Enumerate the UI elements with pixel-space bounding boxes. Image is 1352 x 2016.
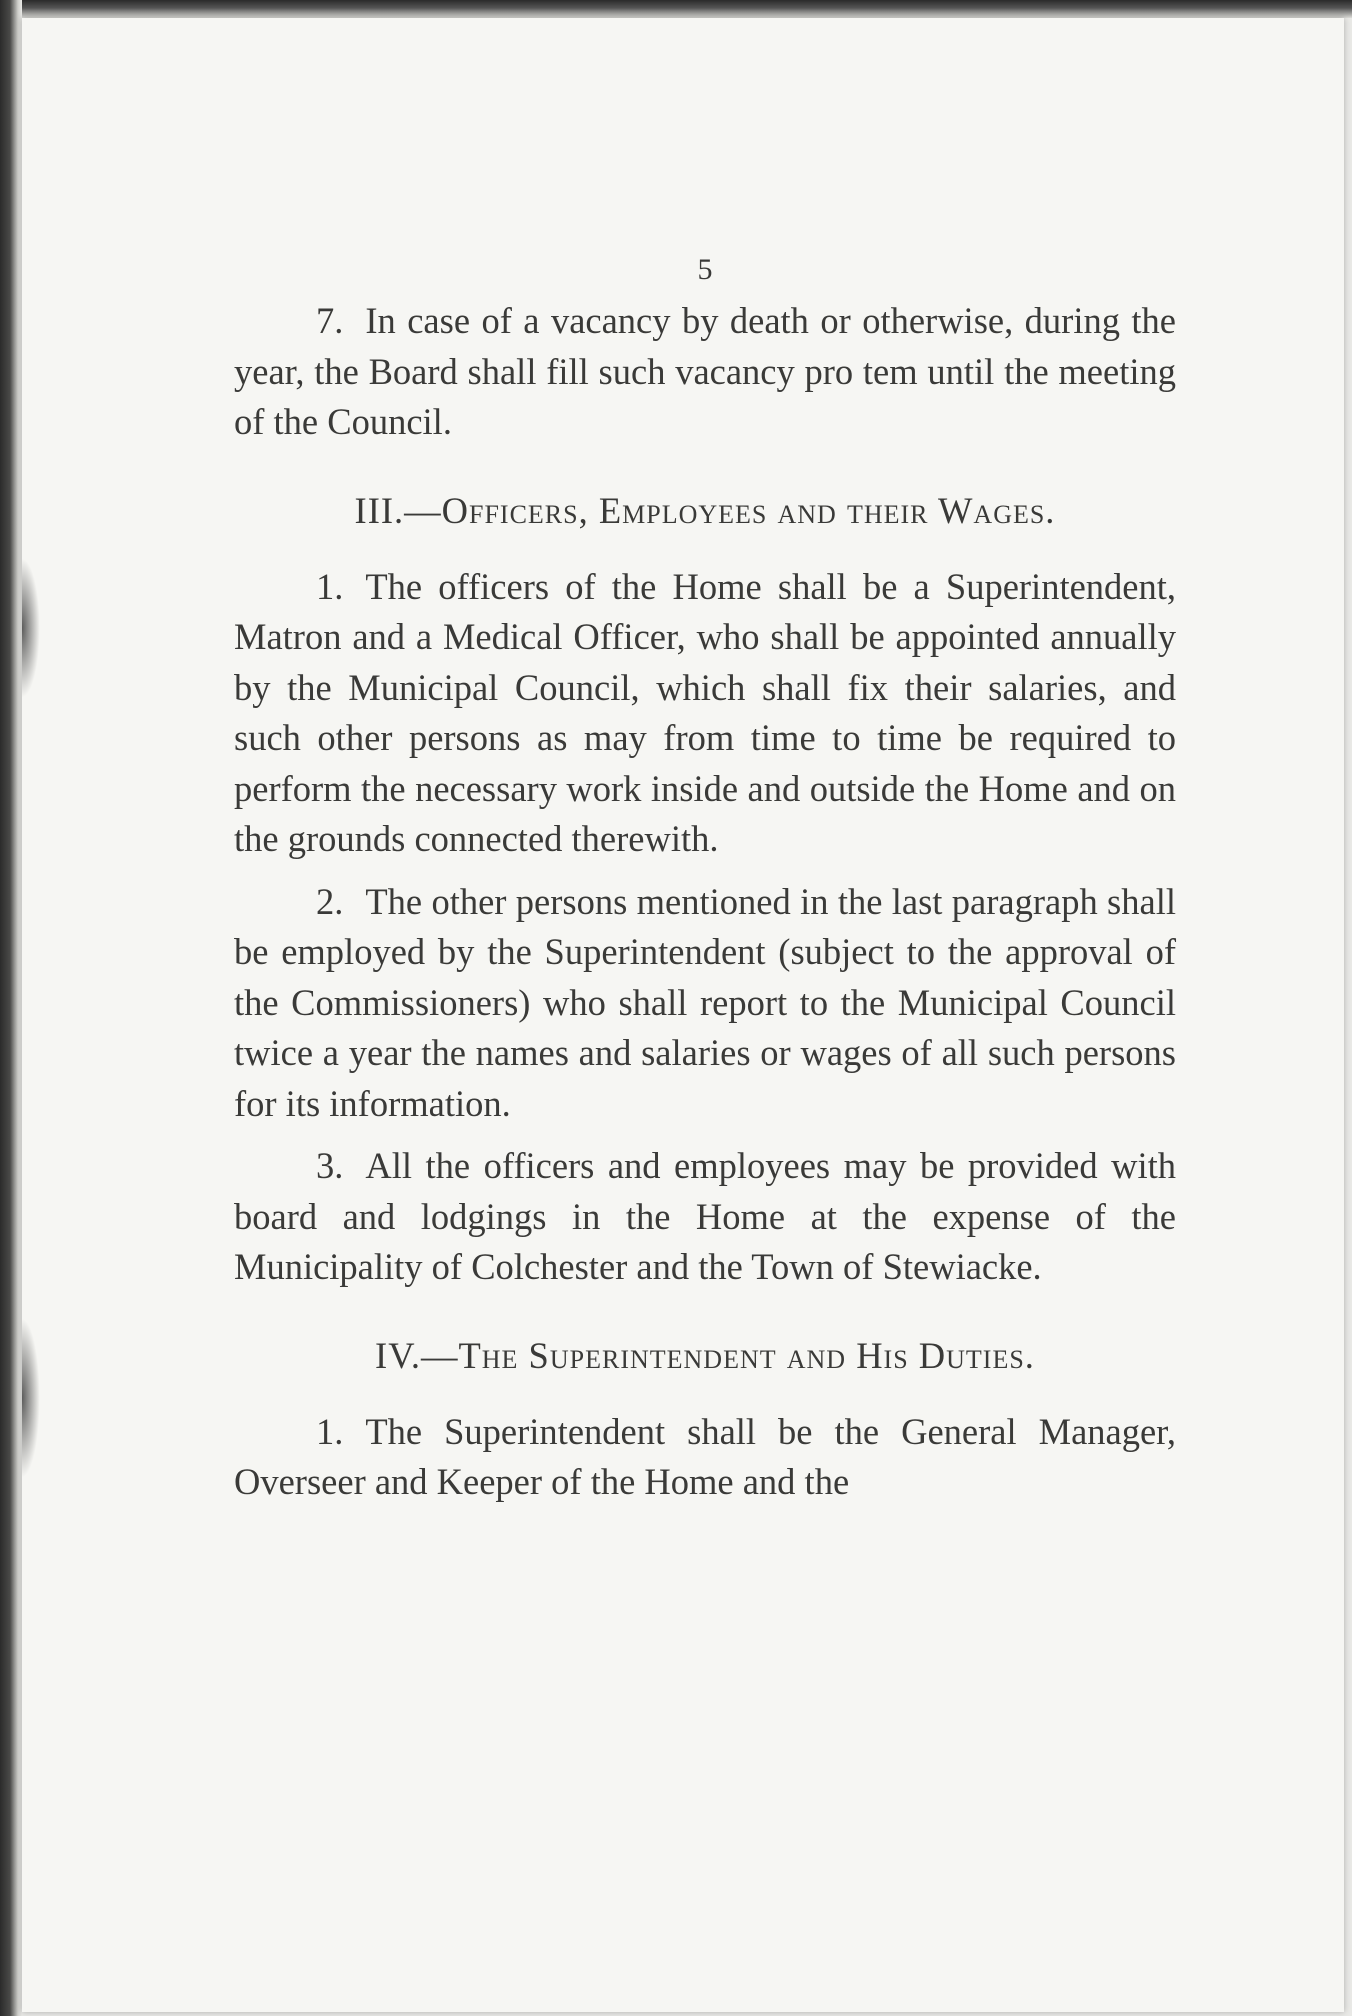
paragraph-text: The Superintendent shall be the General Manager, Overseer and Keeper of the Home and the	[234, 1410, 1176, 1502]
section-heading: III.—Officers, Employees and their Wages.	[354, 489, 1056, 531]
paragraph-number: 1.	[316, 565, 344, 607]
paragraph-text: In case of a vacancy by death or otherwise, during the year, the Board shall fill such vacancy pro tem until the meeting of the Council.	[234, 300, 1176, 442]
paragraph	[234, 1407, 1176, 1508]
paragraph	[234, 1141, 1176, 1293]
paragraph-text: All the officers and employees may be provided with board and lodgings in the Home at the expense of the Municipality of Colchester and the Town of Stewiacke.	[234, 1145, 1176, 1287]
section-heading: IV.—The Superintendent and His Duties.	[375, 1334, 1035, 1376]
page-top-edge	[0, 0, 1352, 18]
paragraph-text: The other persons mentioned in the last paragraph shall be employed by the Superintendent (subject to the approval of the Commissioners) who shall report to the Municipal Council twice a year the names and salaries or wages of all such persons for its information.	[234, 880, 1176, 1124]
page-content	[234, 250, 1176, 1520]
book-spine	[0, 0, 22, 2016]
paragraph	[234, 877, 1176, 1130]
paragraph-number: 3.	[316, 1145, 344, 1186]
paragraph-text: The officers of the Home shall be a Superintendent, Matron and a Medical Officer, who shall be appointed annually by the Municipal Council, which shall fix their salaries, and such other persons as may from time to time be required to perform the necessary work inside and outside the Home and on the grounds connected therewith.	[234, 565, 1176, 859]
paragraph-number: 7.	[316, 300, 344, 341]
margin-smudge	[22, 1318, 40, 1478]
paragraph	[234, 296, 1176, 448]
paragraph-number: 2.	[316, 880, 344, 922]
paragraph	[234, 562, 1176, 865]
page-number: 5	[697, 253, 713, 286]
margin-smudge	[22, 558, 40, 698]
paragraph-number: 1.	[316, 1410, 344, 1452]
